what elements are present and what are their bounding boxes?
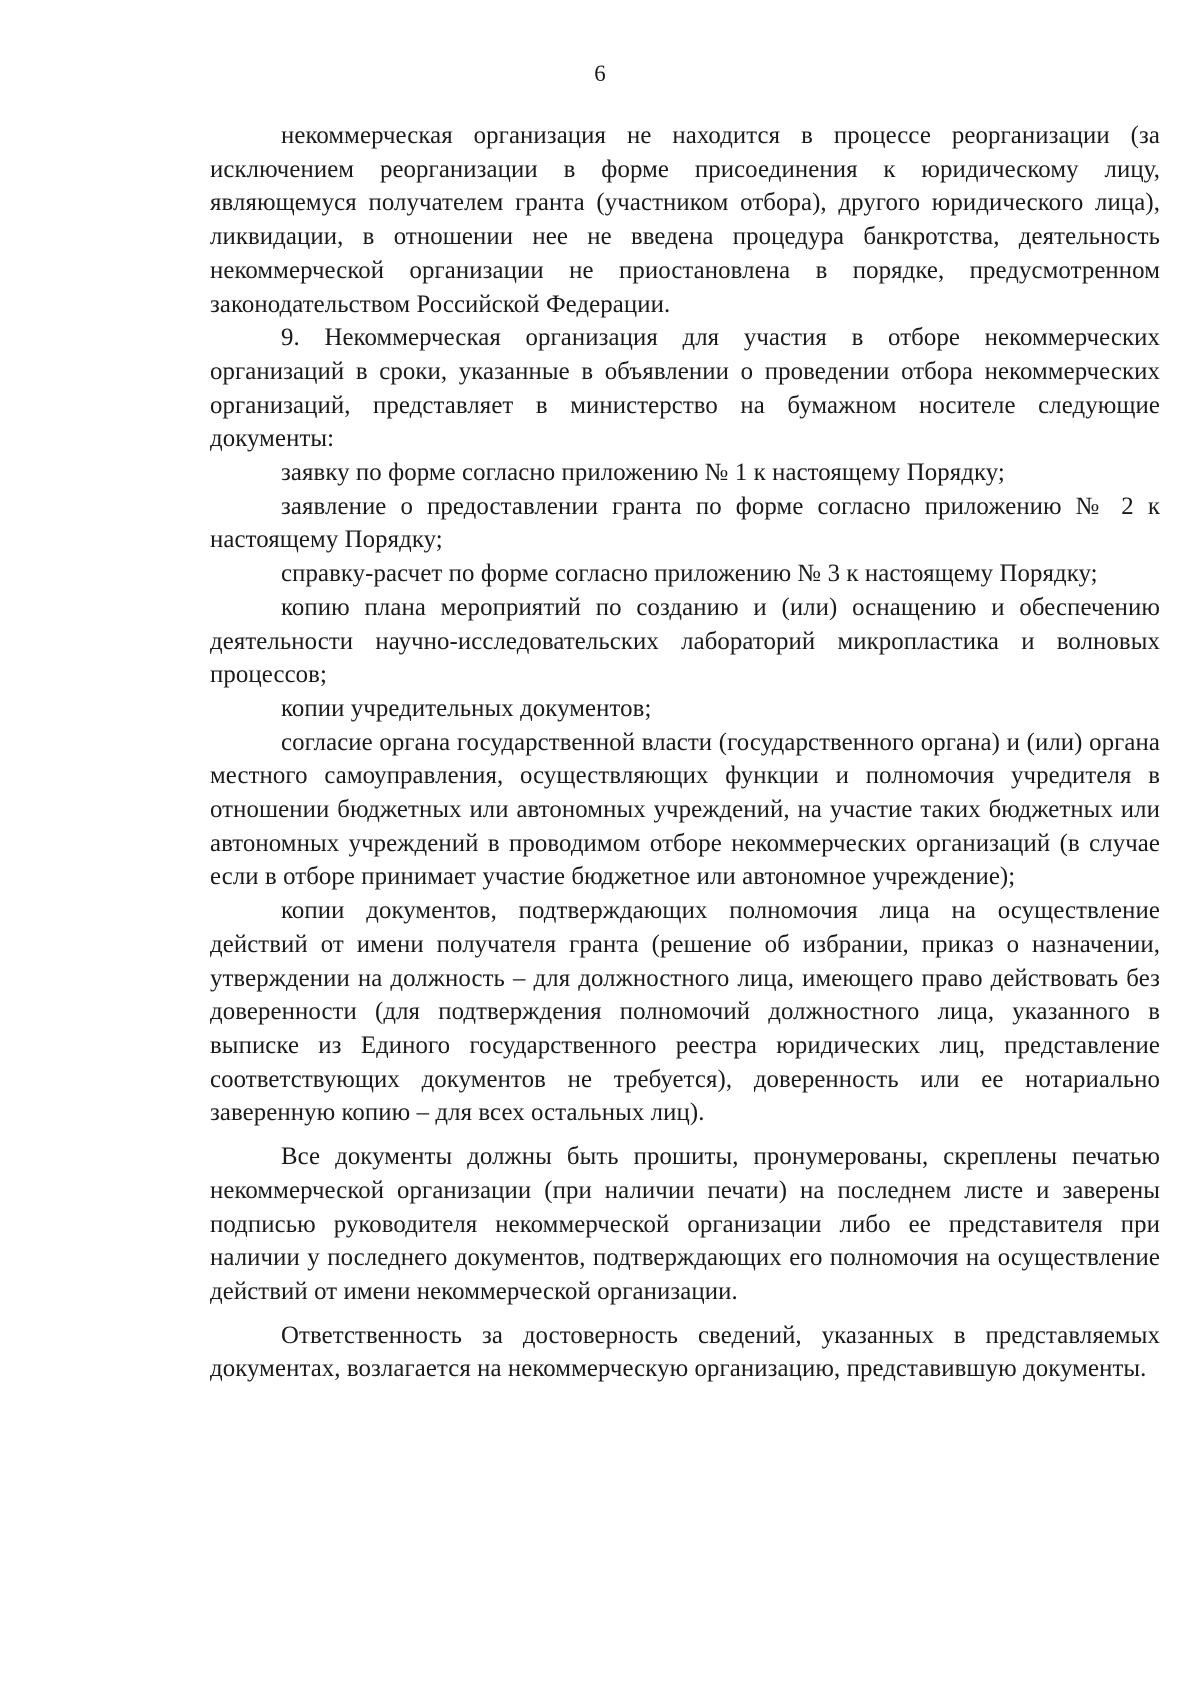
paragraph-responsibility: Ответственность за достоверность сведений, указанных в представляемых документах, возлагается на некоммерческую организацию, представившую документы. xyxy=(210,1321,1160,1383)
page-number: 6 xyxy=(594,61,606,86)
list-item-authority-documents: копии документов, подтверждающих полномочия лица на осуществление действий от имени получателя гранта (решение об избрании, приказ о назначении, утверждении на должность – для должностного лица, имеющего право действовать без доверенности (для подтверждения полномочий должностного лица, указанного в выписке из Единого государственного реестра юридических лиц, представление соответствующих документов не требуется), доверенность или ее нотариально заверенную копию – для всех остальных лиц). xyxy=(210,897,1160,1127)
paragraph-document-binding: Все документы должны быть прошиты, пронумерованы, скреплены печатью некоммерческой организации (при наличии печати) на последнем листе и заверены подписью руководителя некоммерческой организации либо ее представителя при наличии у последнего документов, подтверждающих его полномочия на осуществление действий от имени некоммерческой организации. xyxy=(210,1143,1160,1305)
paragraph-reorganization-condition: некоммерческая организация не находится в процессе реорганизации (за исключением реорганизации в форме присоединения к юридическому лицу, являющемуся получателем гранта (участником отбора), другого юридического лица), ликвидации, в отношении нее не введена процедура банкротства, деятельность некоммерческой организации не приостановлена в порядке, предусмотренном законодательством Российской Федерации. xyxy=(210,122,1160,318)
list-item-founding-documents: копии учредительных документов; xyxy=(281,694,652,722)
paragraph-9-documents-intro: 9. Некоммерческая организация для участия в отборе некоммерческих организаций в сроки, указанные в объявлении о проведении отбора некоммерческих организаций, представляет в министерство на бумажном носителе следующие документы: xyxy=(210,324,1160,453)
list-item-action-plan-copy: копию плана мероприятий по созданию и (или) оснащению и обеспечению деятельности научно-исследовательских лабораторий микропластика и волновых процессов; xyxy=(210,593,1160,689)
list-item-grant-statement: заявление о предоставлении гранта по форме согласно приложению № 2 к настоящему Порядку; xyxy=(210,492,1160,554)
list-item-calculation-certificate: справку-расчет по форме согласно приложению № 3 к настоящему Порядку; xyxy=(281,560,1098,588)
document-body xyxy=(210,119,1160,1386)
list-item-founder-consent: согласие органа государственной власти (государственного органа) и (или) органа местного самоуправления, осуществляющих функции и полномочия учредителя в отношении бюджетных или автономных учреждений, на участие таких бюджетных или автономных учреждений в проводимом отборе некоммерческих организаций (в случае если в отборе принимает участие бюджетное или автономное учреждение); xyxy=(210,728,1160,891)
list-item-application-form: заявку по форме согласно приложению № 1 к настоящему Порядку; xyxy=(281,459,1005,487)
